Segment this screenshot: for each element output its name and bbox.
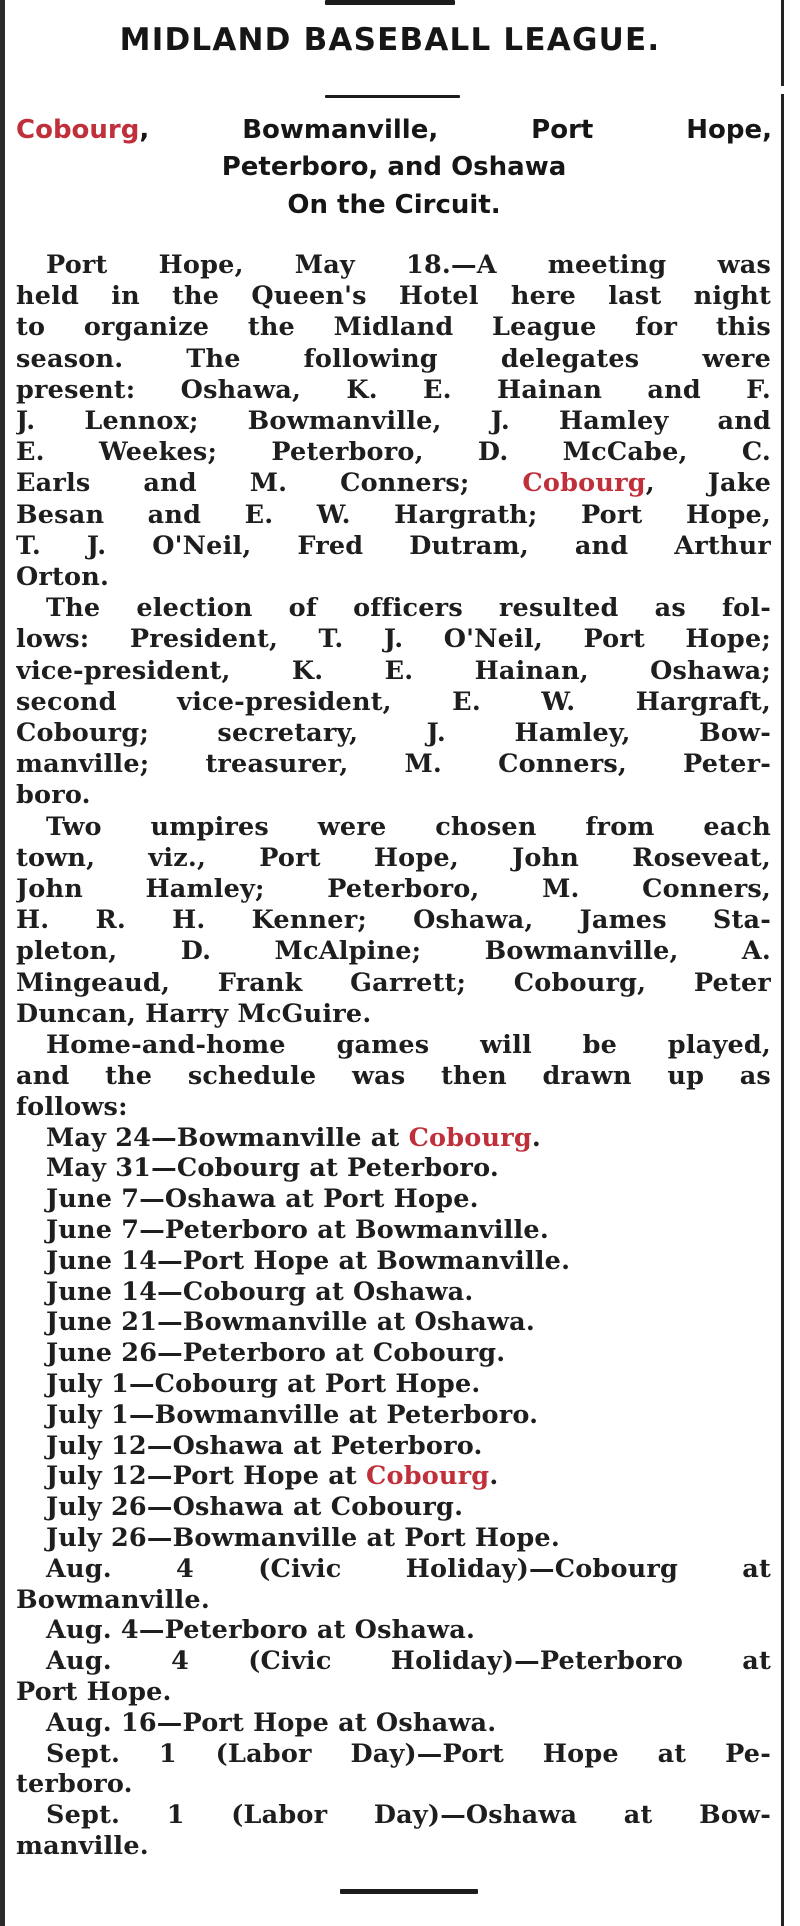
schedule-entry bbox=[16, 1184, 771, 1215]
subhead-word: Hope, bbox=[686, 115, 772, 145]
em-dash: — bbox=[146, 1431, 173, 1461]
schedule-entry bbox=[16, 1123, 771, 1154]
schedule-date: Aug. 4 bbox=[46, 1615, 139, 1645]
intro-line: E. Weekes; Peterboro, D. McCabe, C. bbox=[16, 437, 771, 467]
schedule-matchup: Bowmanville at Oshawa. bbox=[182, 1307, 535, 1337]
schedule-date: July 12 bbox=[46, 1461, 147, 1491]
em-dash: — bbox=[146, 1523, 173, 1553]
schedule-matchup: Port Hope at Bowmanville. bbox=[182, 1246, 571, 1276]
em-dash: — bbox=[156, 1708, 183, 1738]
schedule-date: May 24 bbox=[46, 1123, 152, 1153]
em-dash: — bbox=[128, 1400, 155, 1430]
schedule-date: July 26 bbox=[46, 1492, 147, 1522]
schedule-matchup: Oshawa at Bow- bbox=[465, 1800, 771, 1830]
highlight-cobourg: Cobourg bbox=[365, 1461, 490, 1491]
schedule-date: June 7 bbox=[46, 1215, 140, 1245]
schedule_intro-line: Home-and-home games will be played, bbox=[46, 1030, 771, 1060]
schedule-matchup: Bowmanville at bbox=[176, 1123, 409, 1153]
em-dash: — bbox=[514, 1646, 540, 1676]
separator-rule-headline bbox=[325, 95, 460, 98]
schedule-entry bbox=[16, 1523, 771, 1554]
officers-line: Cobourg; secretary, J. Hamley, Bow- bbox=[16, 718, 771, 748]
schedule-entry bbox=[16, 1461, 771, 1492]
highlight-cobourg: Cobourg bbox=[408, 1123, 532, 1153]
em-dash: — bbox=[157, 1246, 183, 1276]
umpires-line: John Hamley; Peterboro, M. Conners, bbox=[16, 874, 771, 904]
schedule-date: June 21 bbox=[46, 1307, 158, 1337]
subhead-word: Bowmanville, bbox=[242, 115, 439, 145]
intro-line: T. J. O'Neil, Fred Dutram, and Arthur bbox=[16, 531, 771, 561]
em-dash: — bbox=[146, 1461, 173, 1491]
schedule-entry bbox=[16, 1431, 771, 1462]
schedule-date: June 14 bbox=[46, 1277, 158, 1307]
schedule-matchup: Peterboro at Bowmanville. bbox=[164, 1215, 549, 1245]
schedule-matchup: Cobourg at Port Hope. bbox=[154, 1369, 481, 1399]
highlight-cobourg: Cobourg bbox=[16, 115, 140, 145]
schedule-date: Aug. 16 bbox=[46, 1708, 157, 1738]
schedule-date: June 14 bbox=[46, 1246, 158, 1276]
schedule-entry bbox=[16, 1153, 771, 1184]
schedule-entry bbox=[16, 1708, 771, 1739]
schedule-date: July 1 bbox=[46, 1369, 129, 1399]
officers-line: The election of officers resulted as fol- bbox=[46, 593, 771, 623]
schedule-entry bbox=[16, 1646, 771, 1677]
schedule-date: June 26 bbox=[46, 1338, 158, 1368]
intro-line: to organize the Midland League for this bbox=[16, 312, 771, 342]
schedule-entry bbox=[16, 1277, 771, 1308]
schedule-matchup: Peterboro at bbox=[539, 1646, 771, 1676]
schedule-entry bbox=[16, 1369, 771, 1400]
subhead-word: Port bbox=[531, 115, 594, 145]
intro-line: Orton. bbox=[16, 562, 110, 592]
officers-line: manville; treasurer, M. Conners, Peter- bbox=[16, 749, 771, 779]
separator-rule-top bbox=[325, 0, 455, 5]
schedule-date: Sept. 1 (Labor Day) bbox=[46, 1739, 417, 1769]
intro-line bbox=[16, 468, 771, 499]
schedule-date: June 7 bbox=[46, 1184, 140, 1214]
em-dash: — bbox=[139, 1184, 165, 1214]
schedule-entry-continuation: Bowmanville. bbox=[16, 1585, 210, 1615]
schedule-date: July 12 bbox=[46, 1431, 147, 1461]
schedule-entry bbox=[16, 1554, 771, 1585]
schedule-entry bbox=[16, 1400, 771, 1431]
text-run: . bbox=[489, 1461, 499, 1491]
em-dash: — bbox=[139, 1215, 165, 1245]
schedule-matchup: Port Hope at bbox=[172, 1461, 366, 1491]
schedule-entry bbox=[16, 1338, 771, 1369]
em-dash: — bbox=[157, 1277, 183, 1307]
schedule-date: Aug. 4 (Civic Holiday) bbox=[46, 1646, 515, 1676]
schedule-matchup: Port Hope at Oshawa. bbox=[182, 1708, 497, 1738]
em-dash: — bbox=[128, 1369, 155, 1399]
officers-line: second vice-president, E. W. Hargraft, bbox=[16, 687, 771, 717]
intro-line: Port Hope, May 18.—A meeting was bbox=[46, 250, 771, 280]
subhead-comma: , bbox=[139, 115, 150, 145]
column-rule-right bbox=[781, 0, 784, 1926]
highlight-cobourg: Cobourg bbox=[522, 468, 646, 498]
em-dash: — bbox=[146, 1492, 173, 1522]
em-dash: — bbox=[151, 1153, 177, 1183]
schedule-entry bbox=[16, 1615, 771, 1646]
schedule-entry-continuation: manville. bbox=[16, 1831, 149, 1861]
em-dash: — bbox=[151, 1123, 177, 1153]
column-rule-gap bbox=[780, 86, 786, 94]
em-dash: — bbox=[440, 1800, 466, 1830]
schedule-matchup: Bowmanville at Peterboro. bbox=[154, 1400, 539, 1430]
headline: MIDLAND BASEBALL LEAGUE. bbox=[119, 22, 661, 58]
schedule_intro-line: follows: bbox=[16, 1092, 128, 1122]
text-run: Earls and M. Conners; bbox=[16, 468, 523, 498]
schedule-entry bbox=[16, 1800, 771, 1831]
subhead-line-1 bbox=[16, 115, 772, 145]
schedule-date: Aug. 4 (Civic Holiday) bbox=[46, 1554, 530, 1584]
schedule-date: July 26 bbox=[46, 1523, 147, 1553]
schedule-entry-continuation: terboro. bbox=[16, 1769, 133, 1799]
schedule-matchup: Cobourg at Peterboro. bbox=[176, 1153, 499, 1183]
em-dash: — bbox=[529, 1554, 555, 1584]
intro-line: season. The following delegates were bbox=[16, 344, 771, 374]
subhead-line-3: On the Circuit. bbox=[287, 190, 501, 220]
schedule-matchup: Oshawa at Port Hope. bbox=[164, 1184, 479, 1214]
schedule-date: May 31 bbox=[46, 1153, 152, 1183]
text-run: , Jake bbox=[645, 468, 771, 498]
schedule-entry bbox=[16, 1492, 771, 1523]
schedule-date: Sept. 1 (Labor Day) bbox=[46, 1800, 441, 1830]
schedule-matchup: Peterboro at Oshawa. bbox=[164, 1615, 476, 1645]
schedule-matchup: Port Hope at Pe- bbox=[442, 1739, 771, 1769]
schedule-entry bbox=[16, 1246, 771, 1277]
subhead-line-2: Peterboro, and Oshawa bbox=[221, 152, 567, 182]
umpires-line: pleton, D. McAlpine; Bowmanville, A. bbox=[16, 936, 771, 966]
schedule-entry bbox=[16, 1307, 771, 1338]
officers-line: vice-president, K. E. Hainan, Oshawa; bbox=[16, 656, 771, 686]
umpires-line: town, viz., Port Hope, John Roseveat, bbox=[16, 843, 771, 873]
schedule-matchup: Peterboro at Cobourg. bbox=[182, 1338, 506, 1368]
umpires-line: Two umpires were chosen from each bbox=[46, 812, 771, 842]
schedule-matchup: Bowmanville at Port Hope. bbox=[172, 1523, 560, 1553]
officers-line: boro. bbox=[16, 780, 91, 810]
intro-line: present: Oshawa, K. E. Hainan and F. bbox=[16, 375, 771, 405]
em-dash: — bbox=[157, 1338, 183, 1368]
column-rule-left bbox=[0, 0, 5, 1926]
umpires-line: H. R. H. Kenner; Oshawa, James Sta- bbox=[16, 905, 771, 935]
umpires-line: Mingeaud, Frank Garrett; Cobourg, Peter bbox=[16, 968, 771, 998]
schedule-matchup: Cobourg at Oshawa. bbox=[182, 1277, 474, 1307]
intro-line: Besan and E. W. Hargrath; Port Hope, bbox=[16, 500, 771, 530]
schedule-entry bbox=[16, 1739, 771, 1770]
schedule_intro-line: and the schedule was then drawn up as bbox=[16, 1061, 771, 1091]
umpires-line: Duncan, Harry McGuire. bbox=[16, 999, 372, 1029]
text-run: . bbox=[531, 1123, 541, 1153]
schedule-matchup: Oshawa at Cobourg. bbox=[172, 1492, 464, 1522]
officers-line: lows: President, T. J. O'Neil, Port Hope; bbox=[16, 624, 771, 654]
intro-line: J. Lennox; Bowmanville, J. Hamley and bbox=[16, 406, 771, 436]
em-dash: — bbox=[416, 1739, 443, 1769]
schedule-matchup: Oshawa at Peterboro. bbox=[172, 1431, 483, 1461]
schedule-entry-continuation: Port Hope. bbox=[16, 1677, 172, 1707]
em-dash: — bbox=[138, 1615, 165, 1645]
em-dash: — bbox=[157, 1307, 183, 1337]
separator-rule-bottom bbox=[340, 1889, 478, 1894]
intro-line: held in the Queen's Hotel here last night bbox=[16, 281, 771, 311]
schedule-date: July 1 bbox=[46, 1400, 129, 1430]
subhead-cobourg-wrap bbox=[16, 115, 149, 145]
schedule-matchup: Cobourg at bbox=[554, 1554, 771, 1584]
schedule-entry bbox=[16, 1215, 771, 1246]
